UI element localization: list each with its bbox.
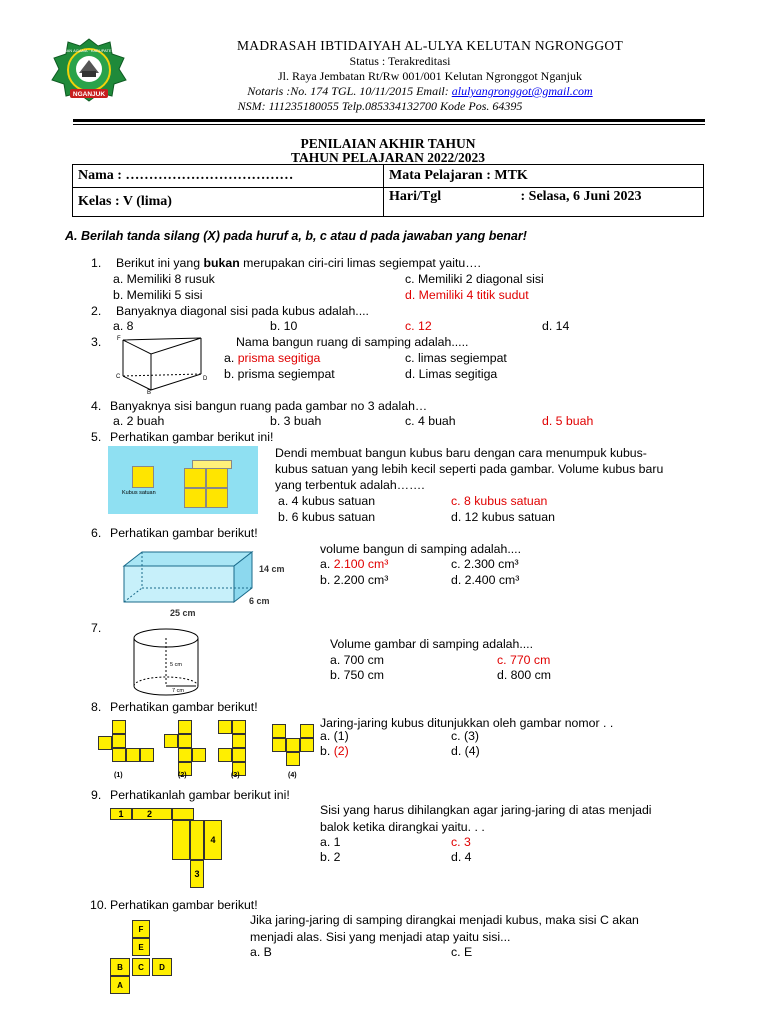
notary-text: Notaris :No. 174 TGL. 10/11/2015 Email:	[247, 84, 449, 98]
q7-option-b[interactable]: b. 750 cm	[330, 668, 384, 682]
q3-option-a[interactable]	[224, 351, 320, 365]
q10-cell-c	[132, 958, 150, 976]
q1-option-b[interactable]: b. Memiliki 5 sisi	[113, 288, 203, 302]
q8-label-3: (3)	[231, 772, 240, 779]
q10-cell-b-label: B	[117, 963, 123, 972]
q6-dim-height: 14 cm	[259, 564, 285, 574]
q9-text: Perhatikanlah gambar berikut ini!	[110, 788, 290, 802]
q3-option-d[interactable]: d. Limas segitiga	[405, 367, 498, 381]
net2-cell	[178, 720, 192, 734]
q6-question: volume bangun di samping adalah....	[320, 542, 521, 556]
q3-label-c: C	[116, 374, 121, 380]
q8-option-c[interactable]: c. (3)	[451, 729, 480, 743]
q6-option-a-text: 2.100 cm³	[333, 557, 389, 571]
q10-cell-e-label: E	[138, 943, 144, 952]
net2-cell	[178, 734, 192, 748]
q8-option-b-text: (2)	[333, 744, 349, 758]
net4-cell	[272, 724, 286, 738]
unit-cube	[132, 466, 154, 488]
q6-cuboid-figure	[118, 548, 298, 620]
q9-cell-3	[190, 860, 204, 888]
q3-number: 3.	[91, 335, 102, 349]
q10-line-1: Jika jaring-jaring di samping dirangkai menjadi kubus, maka sisi C akan	[250, 913, 639, 927]
q1-text	[116, 256, 481, 270]
net3-cell	[218, 720, 232, 734]
q6-dim-width: 25 cm	[170, 608, 196, 618]
net3-cell	[232, 734, 246, 748]
q7-option-c[interactable]: c. 770 cm	[497, 653, 551, 667]
net1-cell	[112, 720, 126, 734]
q8-option-b-letter: b.	[320, 744, 334, 758]
q10-cell-e	[132, 938, 150, 956]
header-rule-thin	[73, 124, 705, 125]
q7-dim-radius: 7 cm	[172, 688, 184, 694]
q8-option-b[interactable]	[320, 744, 349, 758]
net1-cell	[140, 748, 154, 762]
q9-cell-mid-left	[172, 820, 190, 860]
net2-cell	[192, 748, 206, 762]
q1-text-bold: bukan	[203, 256, 240, 270]
q9-cell-4	[204, 820, 222, 860]
q9-option-d[interactable]: d. 4	[451, 850, 472, 864]
net3-cell	[218, 748, 232, 762]
q1-option-a[interactable]: a. Memiliki 8 rusuk	[113, 272, 215, 286]
q5-option-d[interactable]: d. 12 kubus satuan	[451, 510, 555, 524]
q5-option-a[interactable]: a. 4 kubus satuan	[278, 494, 376, 508]
q9-cell-1-label: 1	[118, 809, 124, 819]
q4-number: 4.	[91, 399, 102, 413]
q5-text: Perhatikan gambar berikut ini!	[110, 430, 274, 444]
q1-text-post: merupakan ciri-ciri limas segiempat yaitu….	[239, 256, 481, 270]
email-link[interactable]: alulyangronggot@gmail.com	[451, 84, 593, 98]
q8-number: 8.	[91, 700, 102, 714]
date-value: : Selasa, 6 Juni 2023	[520, 189, 642, 204]
q3-option-b[interactable]: b. prisma segiempat	[224, 367, 335, 381]
q4-text: Banyaknya sisi bangun ruang pada gambar no 3 adalah…	[110, 399, 428, 413]
q5-cube-figure	[108, 446, 258, 514]
logo-ring-text: KEMENTERIAN AGAMA · KABUPATEN NGANJUK	[43, 48, 135, 53]
student-info-table	[72, 164, 704, 217]
big-cube-bl	[184, 488, 206, 508]
net4-cell	[300, 738, 314, 752]
net3-cell	[232, 748, 246, 762]
q3-label-b: B	[147, 390, 152, 396]
q9-cell-2-label: 2	[147, 809, 153, 819]
q10-option-a[interactable]: a. B	[250, 945, 272, 959]
exam-title: PENILAIAN AKHIR TAHUN	[300, 136, 476, 151]
q2-option-d[interactable]: d. 14	[542, 319, 570, 333]
net1-cell	[112, 748, 126, 762]
q2-text: Banyaknya diagonal sisi pada kubus adalah....	[116, 304, 369, 318]
q8-label-1: (1)	[114, 772, 123, 779]
q10-cell-f-label: F	[138, 925, 144, 934]
q5-option-b[interactable]: b. 6 kubus satuan	[278, 510, 376, 524]
q10-net-figure	[110, 920, 176, 994]
nsm-line: NSM: 111235180055 Telp.085334132700 Kode Pos. 64395	[237, 99, 523, 113]
net4-cell	[272, 738, 286, 752]
q2-number: 2.	[91, 304, 102, 318]
net4-cell	[286, 752, 300, 766]
q9-option-b[interactable]: b. 2	[320, 850, 341, 864]
net1-cell	[112, 734, 126, 748]
q9-cell-2	[132, 808, 172, 820]
q9-line-2: balok ketika dirangkai yaitu. . .	[320, 820, 485, 834]
accreditation-status: Status : Terakreditasi	[349, 54, 451, 68]
net4-cell	[300, 724, 314, 738]
class-field: Kelas : V (lima)	[73, 188, 384, 217]
net4-cell	[286, 738, 300, 752]
q3-option-a-letter: a.	[224, 351, 238, 365]
q1-text-pre: Berikut ini yang	[116, 256, 204, 270]
q10-line-2: menjadi alas. Sisi yang menjadi atap yaitu sisi...	[250, 930, 511, 944]
q9-option-c[interactable]: c. 3	[451, 835, 471, 849]
q9-cell-3-label: 3	[194, 869, 200, 879]
q3-prism-figure	[113, 334, 213, 394]
q7-cylinder-figure	[128, 626, 208, 698]
q9-option-a[interactable]: a. 1	[320, 835, 341, 849]
net2-cell	[178, 748, 192, 762]
q8-option-d[interactable]: d. (4)	[451, 744, 480, 758]
q10-cell-f	[132, 920, 150, 938]
q6-option-a[interactable]	[320, 557, 388, 571]
school-name: MADRASAH IBTIDAIYAH AL-ULYA KELUTAN NGRONGGOT	[236, 38, 624, 53]
q6-number: 6.	[91, 526, 102, 540]
q10-number: 10.	[90, 898, 108, 912]
date-field	[384, 188, 704, 217]
q3-option-a-text: prisma segitiga	[237, 351, 321, 365]
q10-cell-d-label: D	[159, 963, 165, 972]
q5-number: 5.	[91, 430, 102, 444]
q4-option-d[interactable]: d. 5 buah	[542, 414, 594, 428]
q10-cell-a	[110, 976, 130, 994]
q6-option-a-letter: a.	[320, 557, 334, 571]
q10-option-c[interactable]: c. E	[451, 945, 473, 959]
q9-cell-top	[172, 808, 194, 820]
q10-cell-c-label: C	[138, 963, 144, 972]
q10-cell-b	[110, 958, 130, 976]
q8-text: Perhatikan gambar berikut!	[110, 700, 258, 714]
q7-dim-height: 5 cm	[170, 662, 182, 668]
q10-cell-a-label: A	[117, 981, 123, 990]
school-logo	[43, 38, 135, 102]
big-cube-br	[206, 488, 228, 508]
big-cube-top	[192, 460, 232, 469]
q1-option-c[interactable]: c. Memiliki 2 diagonal sisi	[405, 272, 544, 286]
q2-option-b[interactable]: b. 10	[270, 319, 298, 333]
q3-label-f: F	[117, 336, 121, 342]
net1-cell	[126, 748, 140, 762]
q9-cell-4-label: 4	[210, 835, 216, 845]
q6-option-c[interactable]: c. 2.300 cm³	[451, 557, 519, 571]
q7-option-a[interactable]: a. 700 cm	[330, 653, 384, 667]
name-field[interactable]: Nama : ………………………………	[73, 165, 384, 188]
header-rule-thick	[73, 119, 705, 122]
q5-option-c[interactable]: c. 8 kubus satuan	[451, 494, 548, 508]
q6-option-b[interactable]: b. 2.200 cm³	[320, 573, 389, 587]
big-cube-tr	[206, 468, 228, 488]
q7-number: 7.	[91, 621, 102, 635]
q7-option-d[interactable]: d. 800 cm	[497, 668, 551, 682]
q3-label-d: D	[203, 376, 208, 382]
q9-net-figure	[110, 808, 222, 890]
notary-line	[150, 84, 690, 99]
exam-year: TAHUN PELAJARAN 2022/2023	[290, 150, 485, 165]
net3-cell	[232, 720, 246, 734]
unit-cube-caption: Kubus satuan	[122, 490, 156, 496]
q2-option-a[interactable]: a. 8	[113, 319, 134, 333]
q4-option-a[interactable]: a. 2 buah	[113, 414, 165, 428]
q4-option-c[interactable]: c. 4 buah	[405, 414, 456, 428]
q4-option-b[interactable]: b. 3 buah	[270, 414, 322, 428]
q7-question: Volume gambar di samping adalah....	[330, 637, 534, 651]
q5-line-1: Dendi membuat bangun kubus baru dengan cara menumpuk kubus-	[275, 446, 647, 460]
net1-cell	[98, 736, 112, 750]
q10-cell-d	[152, 958, 172, 976]
q9-number: 9.	[91, 788, 102, 802]
q1-option-d[interactable]: d. Memiliki 4 titik sudut	[405, 288, 529, 302]
q3-option-c[interactable]: c. limas segiempat	[405, 351, 507, 365]
q6-dim-depth: 6 cm	[249, 596, 270, 606]
q5-line-2: kubus satuan yang lebih kecil seperti pada gambar. Volume kubus baru	[275, 462, 664, 476]
q6-text: Perhatikan gambar berikut!	[110, 526, 258, 540]
q1-number: 1.	[91, 256, 102, 270]
q3-text: Nama bangun ruang di samping adalah.....	[236, 335, 469, 349]
q8-question: Jaring-jaring kubus ditunjukkan oleh gambar nomor . .	[320, 716, 614, 730]
q8-label-4: (4)	[288, 772, 297, 779]
q2-option-c[interactable]: c. 12	[405, 319, 432, 333]
q9-line-1: Sisi yang harus dihilangkan agar jaring-jaring di atas menjadi	[320, 803, 652, 817]
q6-option-d[interactable]: d. 2.400 cm³	[451, 573, 520, 587]
big-cube-tl	[184, 468, 206, 488]
net2-cell	[164, 734, 178, 748]
q9-cell-1	[110, 808, 132, 820]
q9-cell-mid	[190, 820, 204, 860]
q10-text: Perhatikan gambar berikut!	[110, 898, 258, 912]
subject-field: Mata Pelajaran : MTK	[384, 165, 704, 188]
date-label: Hari/Tgl	[389, 189, 442, 204]
instruction: A. Berilah tanda silang (X) pada huruf a, b, c atau d pada jawaban yang benar!	[65, 229, 527, 243]
logo-text: NGANJUK	[72, 91, 106, 98]
q8-nets-figure	[96, 716, 316, 782]
q8-option-a[interactable]: a. (1)	[320, 729, 349, 743]
school-address: Jl. Raya Jembatan Rt/Rw 001/001 Kelutan Ngronggot Nganjuk	[278, 69, 582, 83]
q8-label-2: (2)	[178, 772, 187, 779]
q5-line-3: yang terbentuk adalah…….	[275, 478, 425, 492]
